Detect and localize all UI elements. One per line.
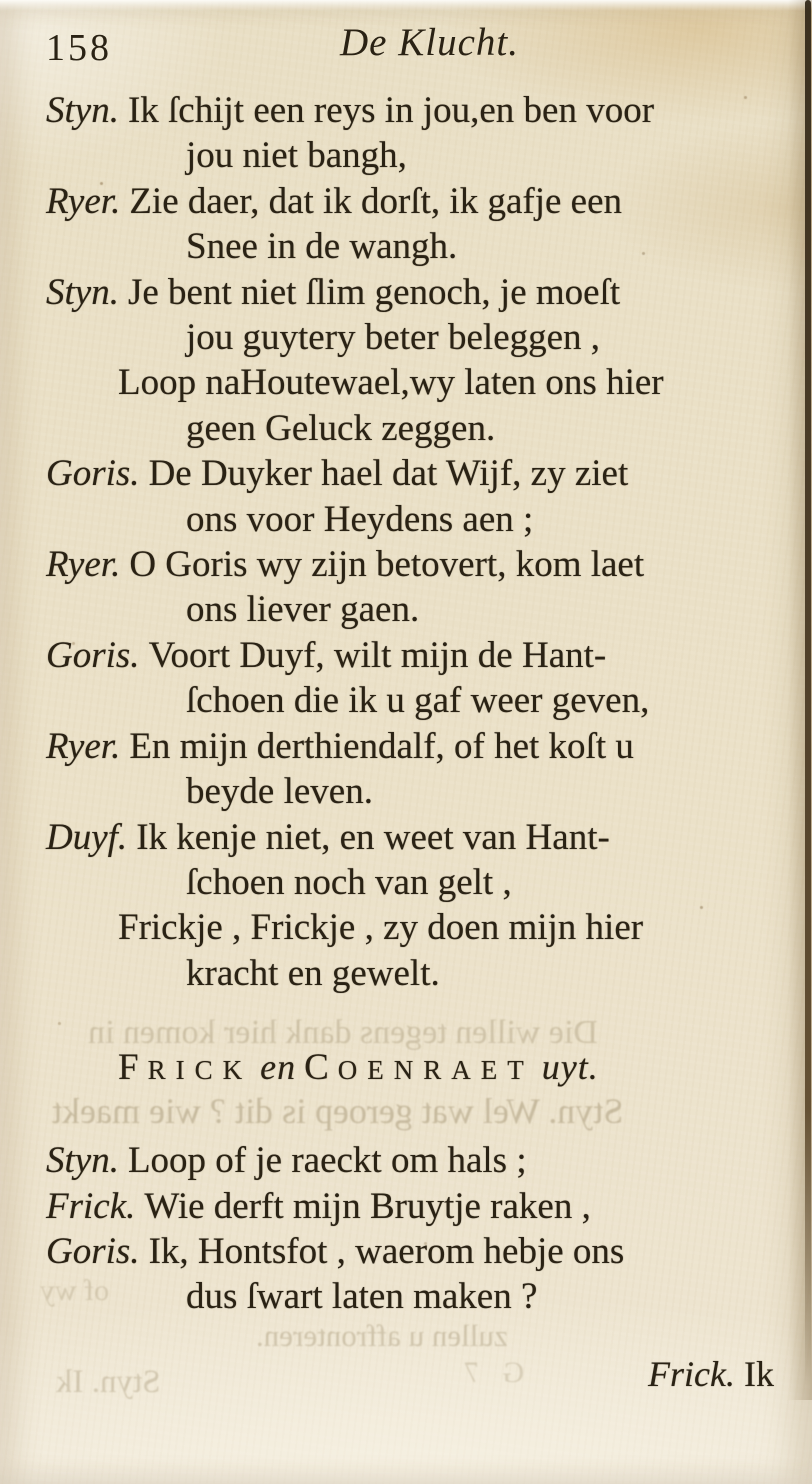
page-edge-line: [805, 0, 811, 1386]
dialogue-line: [0, 542, 812, 587]
speaker-name: Goris.: [46, 1230, 140, 1272]
line-text: Voort Duyf, wilt mijn de Hant-: [148, 634, 607, 676]
catchword: [0, 1352, 812, 1397]
dialogue-line: [0, 815, 812, 860]
dialogue-line: [0, 1184, 812, 1229]
line-text: dus ſwart laten maken ?: [186, 1276, 538, 1318]
line-text: ons voor Heydens aen ;: [186, 498, 534, 540]
dialogue-line: [0, 951, 812, 996]
dialogue-line: [0, 224, 812, 269]
line-text: beyde leven.: [186, 771, 373, 813]
line-text: Frickje , Frickje , zy doen mijn hier: [118, 907, 644, 949]
character-name-initial: C: [304, 1047, 338, 1089]
speaker-name: Goris.: [46, 634, 140, 676]
dialogue-line: [0, 1274, 812, 1319]
scan-top-strip: [0, 0, 812, 11]
text-block: [0, 88, 812, 1397]
bleedthrough-text: zullen u affronteren.: [256, 1318, 508, 1353]
line-text: jou guytery beter beleggen ,: [186, 317, 601, 359]
speaker-name: Ryer.: [46, 544, 121, 586]
speaker-name: Styn.: [46, 271, 119, 313]
bleedthrough-text: Die willen tegens dank hier komen in: [88, 1014, 598, 1051]
line-text: ſchoen noch van gelt ,: [186, 861, 512, 903]
page-number: 158: [46, 27, 112, 69]
line-text: jou niet bangh,: [186, 135, 407, 177]
dialogue-line: [0, 1229, 812, 1274]
line-text: geen Geluck zeggen.: [186, 407, 496, 449]
line-text: ſchoen die ik u gaf weer geven,: [186, 680, 650, 722]
character-name-initial: F: [118, 1047, 148, 1089]
line-text: Ik ſchijt een reys in jou,en ben voor: [127, 90, 655, 131]
exit-word: uyt.: [541, 1047, 599, 1088]
character-name: OENRAET: [337, 1055, 534, 1086]
speaker-name: Styn.: [46, 1140, 119, 1182]
dialogue-line: [0, 270, 812, 315]
line-text: De Duyker hael dat Wijf, zy ziet: [148, 453, 629, 495]
line-text: O Goris wy zijn betovert, kom laet: [129, 544, 645, 586]
line-text: ons liever gaen.: [186, 589, 420, 631]
line-text: Je bent niet ſlim genoch, je moeſt: [127, 271, 621, 313]
speaker-name: Styn.: [46, 90, 119, 131]
line-text: Loop naHoutewael,wy laten ons hier: [118, 362, 664, 404]
dialogue-line: [0, 497, 812, 542]
line-text: Ik, Hontsfot , waerom hebje ons: [148, 1230, 625, 1272]
dialogue-line: [0, 315, 812, 360]
dialogue-line: [0, 451, 812, 496]
bleedthrough-text: of wy: [40, 1274, 110, 1307]
line-text: En mijn derthiendalf, of het koſt u: [129, 725, 634, 767]
catchword-word: Ik: [744, 1353, 774, 1394]
bleedthrough-catchword: Styn. Ik: [56, 1364, 161, 1400]
catchword-speaker: Frick.: [648, 1353, 735, 1394]
bleedthrough-signature-mark: G 7: [456, 1356, 525, 1389]
line-text: Wie derft mijn Bruytje raken ,: [144, 1185, 591, 1227]
speaker-name: Ryer.: [46, 725, 121, 767]
dialogue-line: [0, 678, 812, 723]
dialogue-line: [0, 360, 812, 405]
speaker-name: Goris.: [46, 453, 140, 495]
speaker-name: Frick.: [46, 1185, 136, 1227]
running-title: De Klucht.: [340, 21, 519, 64]
dialogue-line: [0, 769, 812, 814]
dialogue-line: [0, 133, 812, 178]
paper-specks: [0, 0, 3, 3]
dialogue-line: [0, 88, 812, 133]
dialogue-line: [0, 587, 812, 632]
stage-direction: [0, 1042, 812, 1095]
dialogue-line: [0, 633, 812, 678]
dialogue-line: [0, 860, 812, 905]
character-name: RICK: [147, 1055, 253, 1086]
dialogue-line: [0, 179, 812, 224]
speaker-name: Duyf.: [46, 816, 128, 858]
speaker-name: Ryer.: [46, 180, 121, 222]
dialogue-line: [0, 406, 812, 451]
dialogue-line: [0, 1138, 812, 1183]
dialogue-line: [0, 905, 812, 950]
dialogue-group: [0, 1138, 812, 1320]
line-text: Loop of je raeckt om hals ;: [127, 1140, 527, 1182]
conjunction: en: [260, 1047, 297, 1088]
line-text: Ik kenje niet, en weet van Hant-: [136, 816, 610, 858]
line-text: kracht en gewelt.: [186, 952, 440, 994]
dialogue-line: [0, 724, 812, 769]
line-text: Zie daer, dat ik dorſt, ik gafje een: [129, 180, 622, 222]
line-text: Snee in de wangh.: [186, 226, 458, 268]
bleedthrough-text: Styn. Wel wat geroep is dit ? wie maekt: [52, 1091, 624, 1131]
